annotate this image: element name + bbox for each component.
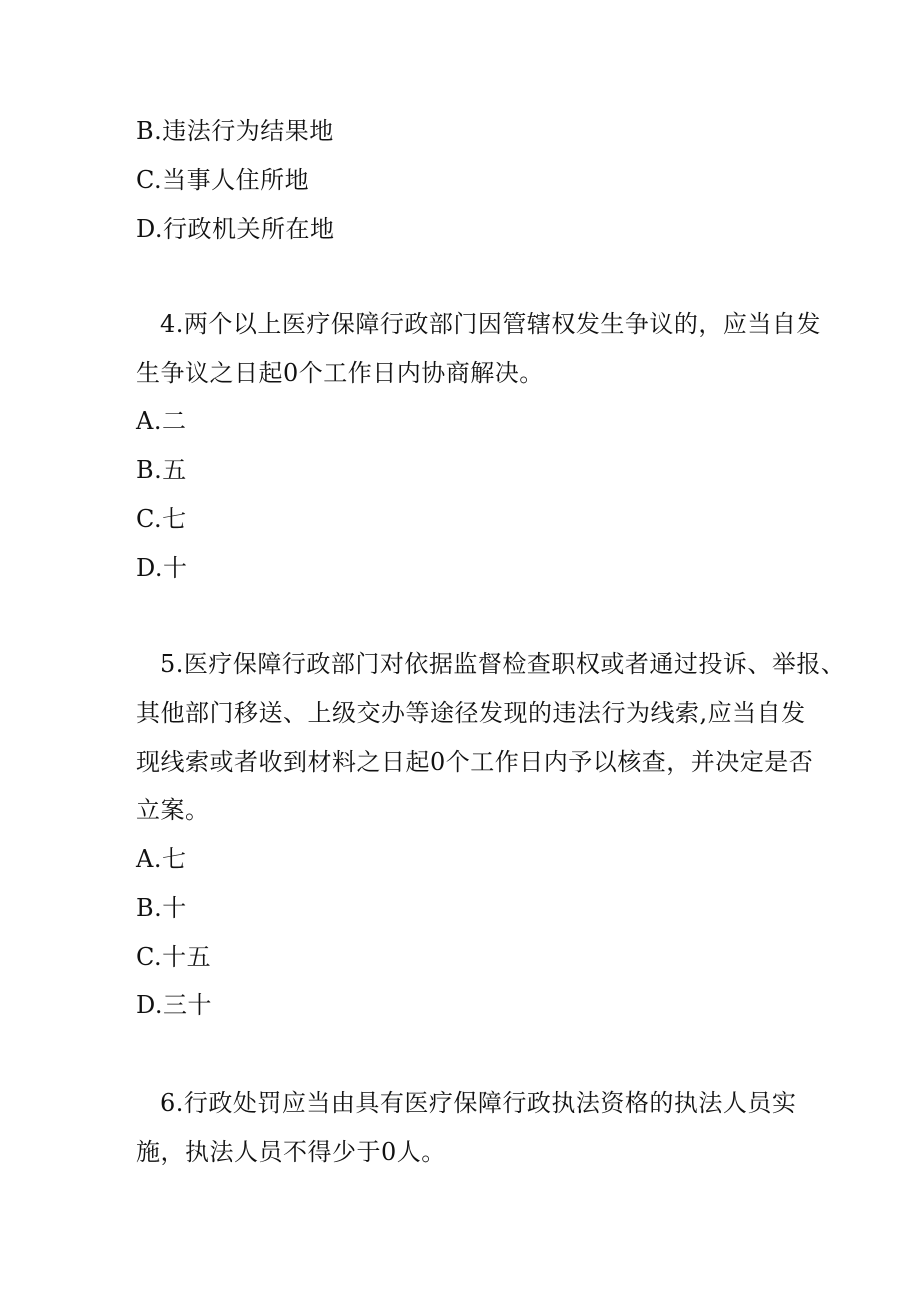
q5-text-line-2: 其他部门移送、上级交办等途径发现的违法行为线索,应当自发 bbox=[136, 699, 806, 727]
q5-text-line-1: 5.医疗保障行政部门对依据监督检查职权或者通过投诉、举报、 bbox=[160, 650, 846, 678]
q5-option-d: D.三十 bbox=[136, 991, 213, 1019]
q5-option-c: C.十五 bbox=[136, 943, 212, 971]
q3-option-d: D.行政机关所在地 bbox=[136, 215, 335, 243]
q4-option-a: A.二 bbox=[136, 407, 187, 435]
q5-text-line-4: 立案。 bbox=[136, 796, 210, 824]
q5-option-b: B.十 bbox=[136, 894, 187, 922]
q6-text-line-1: 6.行政处罚应当由具有医疗保障行政执法资格的执法人员实 bbox=[160, 1089, 797, 1117]
q4-option-b: B.五 bbox=[136, 456, 187, 484]
q6-text-line-2: 施，执法人员不得少于0人。 bbox=[136, 1138, 446, 1166]
q4-option-c: C.七 bbox=[136, 505, 187, 533]
q4-text-line-2: 生争议之日起0个工作日内协商解决。 bbox=[136, 359, 544, 387]
q4-option-d: D.十 bbox=[136, 554, 188, 582]
q5-option-a: A.七 bbox=[136, 845, 187, 873]
q4-text-line-1: 4.两个以上医疗保障行政部门因管辖权发生争议的，应当自发 bbox=[160, 310, 821, 338]
q3-option-b: B.违法行为结果地 bbox=[136, 117, 334, 145]
q3-option-c: C.当事人住所地 bbox=[136, 166, 310, 194]
q5-text-line-3: 现线索或者收到材料之日起0个工作日内予以核查，并决定是否 bbox=[136, 748, 814, 776]
